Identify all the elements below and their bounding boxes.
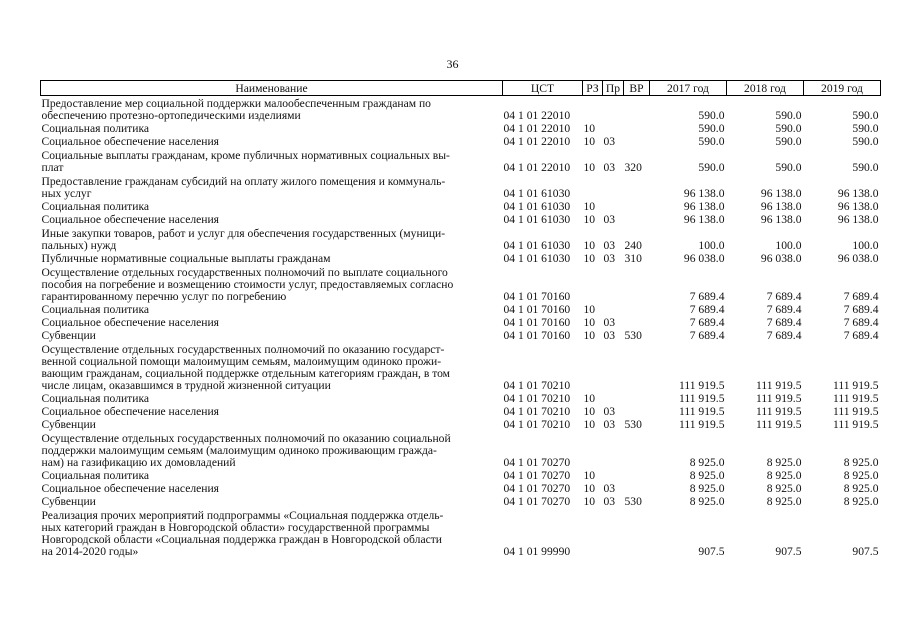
row-name-line: числе лицам, оказавшимся в трудной жизненной ситуации	[41, 379, 331, 392]
row-name	[41, 303, 503, 316]
row-rz	[583, 431, 603, 469]
row-2019: 590.0	[852, 109, 879, 122]
row-rz	[583, 508, 603, 558]
table-body	[41, 96, 881, 559]
row-2019: 111 919.5	[832, 379, 879, 392]
row-vr: 530	[624, 418, 642, 431]
table-row	[41, 431, 881, 469]
row-rz: 10	[583, 405, 596, 418]
row-name-line: пособия на погребение и возмещению стоимости услуг, предоставляемых согласно	[41, 278, 454, 291]
row-name	[41, 418, 503, 431]
row-vr	[624, 469, 650, 482]
row-rz: 10	[583, 135, 596, 148]
budget-table	[40, 80, 881, 558]
row-2019: 96 138.0	[837, 187, 879, 200]
row-name	[41, 342, 503, 392]
row-2017: 7 689.4	[689, 290, 725, 303]
table-row	[41, 226, 881, 252]
table-row	[41, 174, 881, 200]
row-pr: 03	[603, 161, 616, 174]
row-rz: 10	[583, 239, 596, 252]
row-name-line: поддержки малоимущим семьям (малоимущим одиноко проживающим гражда-	[41, 444, 437, 457]
row-2018: 590.0	[775, 122, 802, 135]
row-cst: 04 1 01 70210	[503, 379, 571, 392]
row-2017: 8 925.0	[689, 469, 725, 482]
row-cst: 04 1 01 70160	[503, 329, 571, 342]
row-pr: 03	[603, 482, 616, 495]
row-rz: 10	[583, 316, 596, 329]
row-name	[41, 508, 503, 558]
row-pr	[603, 469, 624, 482]
row-rz: 10	[583, 418, 596, 431]
row-name	[41, 469, 503, 482]
header-cst: ЦСТ	[503, 81, 583, 96]
header-2017: 2017 год	[650, 81, 727, 96]
row-name	[41, 392, 503, 405]
row-cst: 04 1 01 61030	[503, 239, 571, 252]
row-name	[41, 405, 503, 418]
row-rz	[583, 174, 603, 200]
row-2018: 8 925.0	[766, 456, 802, 469]
row-vr	[624, 482, 650, 495]
row-2018: 111 919.5	[755, 418, 802, 431]
row-name	[41, 226, 503, 252]
row-vr	[624, 392, 650, 405]
row-cst: 04 1 01 70270	[503, 495, 571, 508]
row-2018: 590.0	[775, 109, 802, 122]
row-2018: 111 919.5	[755, 405, 802, 418]
row-name-line: обеспечению протезно-ортопедическими изделиями	[41, 109, 301, 122]
page-number: 36	[446, 57, 459, 71]
row-2019: 7 689.4	[843, 290, 879, 303]
row-name-line: венной социальной помощи малоимущим семьям, малоимущим одиноко прожи-	[41, 355, 442, 368]
row-vr	[624, 135, 650, 148]
row-2019: 111 919.5	[832, 392, 879, 405]
row-vr	[624, 200, 650, 213]
row-vr: 320	[624, 161, 642, 174]
row-rz	[583, 342, 603, 392]
row-rz: 10	[583, 469, 596, 482]
row-rz: 10	[583, 392, 596, 405]
row-cst: 04 1 01 61030	[503, 213, 571, 226]
row-name-line: ных категорий граждан в Новгородской области» государственной программы	[41, 521, 430, 534]
table-row	[41, 316, 881, 329]
table-row	[41, 482, 881, 495]
row-2017: 111 919.5	[678, 418, 725, 431]
row-pr	[603, 174, 624, 200]
row-rz: 10	[583, 303, 596, 316]
row-name	[41, 200, 503, 213]
row-vr	[624, 213, 650, 226]
row-name-line: Предоставление мер социальной поддержки малообеспеченным гражданам по	[41, 97, 431, 110]
row-pr	[603, 342, 624, 392]
row-name-line: Социальное обеспечение населения	[41, 482, 220, 495]
row-cst: 04 1 01 99990	[503, 545, 571, 558]
header-name: Наименование	[41, 81, 503, 96]
table-row	[41, 303, 881, 316]
row-vr: 530	[624, 329, 642, 342]
row-name	[41, 329, 503, 342]
row-2017: 111 919.5	[678, 405, 725, 418]
row-2018: 590.0	[775, 135, 802, 148]
row-cst: 04 1 01 70270	[503, 482, 571, 495]
row-name-line: Публичные нормативные социальные выплаты гражданам	[41, 252, 331, 265]
table-row	[41, 329, 881, 342]
row-2017: 96 138.0	[683, 200, 725, 213]
row-name-line: Социальная политика	[41, 392, 150, 405]
row-cst: 04 1 01 22010	[503, 161, 571, 174]
row-2017: 7 689.4	[689, 329, 725, 342]
row-2019: 96 038.0	[837, 252, 879, 265]
row-name-line: Субвенции	[41, 495, 96, 508]
row-2018: 96 138.0	[760, 200, 802, 213]
row-2018: 111 919.5	[755, 379, 802, 392]
row-pr: 03	[603, 316, 616, 329]
row-name-line: Социальная политика	[41, 200, 150, 213]
row-2019: 8 925.0	[843, 456, 879, 469]
row-pr	[603, 508, 624, 558]
row-name-line: Реализация прочих мероприятий подпрограммы «Социальная поддержка отдель-	[41, 509, 444, 522]
row-2017: 111 919.5	[678, 392, 725, 405]
row-name-line: Субвенции	[41, 329, 96, 342]
row-name-line: Социальное обеспечение населения	[41, 316, 220, 329]
row-2018: 111 919.5	[755, 392, 802, 405]
row-vr	[624, 96, 650, 123]
row-2018: 8 925.0	[766, 495, 802, 508]
row-pr: 03	[603, 495, 616, 508]
row-cst: 04 1 01 22010	[503, 109, 571, 122]
row-cst: 04 1 01 70210	[503, 392, 571, 405]
row-2018: 7 689.4	[766, 290, 802, 303]
table-row	[41, 135, 881, 148]
row-rz: 10	[583, 200, 596, 213]
row-rz	[583, 96, 603, 123]
row-name	[41, 495, 503, 508]
row-vr	[624, 508, 650, 558]
row-2019: 590.0	[852, 161, 879, 174]
table-row	[41, 122, 881, 135]
row-name-line: Социальные выплаты гражданам, кроме публичных нормативных социальных вы-	[41, 149, 450, 162]
row-2018: 8 925.0	[766, 482, 802, 495]
row-2017: 100.0	[698, 239, 725, 252]
row-name-line: Социальная политика	[41, 469, 150, 482]
row-2019: 7 689.4	[843, 316, 879, 329]
row-name-line: Социальная политика	[41, 303, 150, 316]
row-pr: 03	[603, 329, 616, 342]
row-2019: 590.0	[852, 122, 879, 135]
row-vr	[624, 431, 650, 469]
row-pr: 03	[603, 405, 616, 418]
row-2018: 7 689.4	[766, 303, 802, 316]
row-2018: 7 689.4	[766, 316, 802, 329]
row-vr	[624, 122, 650, 135]
row-name-line: нам) на газификацию их домовладений	[41, 456, 236, 469]
row-rz: 10	[583, 161, 596, 174]
header-vr: ВР	[624, 81, 650, 96]
row-name	[41, 174, 503, 200]
row-pr	[603, 200, 624, 213]
row-pr: 03	[603, 239, 616, 252]
table-row	[41, 148, 881, 174]
row-name	[41, 431, 503, 469]
row-pr	[603, 303, 624, 316]
row-2017: 8 925.0	[689, 482, 725, 495]
row-2017: 8 925.0	[689, 495, 725, 508]
row-cst: 04 1 01 70160	[503, 290, 571, 303]
row-name-line: Предоставление гражданам субсидий на оплату жилого помещения и коммуналь-	[41, 175, 446, 188]
row-2019: 8 925.0	[843, 469, 879, 482]
row-2017: 96 138.0	[683, 187, 725, 200]
row-rz	[583, 265, 603, 303]
row-2018: 96 138.0	[760, 187, 802, 200]
header-2019: 2019 год	[804, 81, 881, 96]
row-2018: 96 038.0	[760, 252, 802, 265]
table-row	[41, 213, 881, 226]
row-pr: 03	[603, 252, 616, 265]
row-2019: 96 138.0	[837, 200, 879, 213]
row-name-line: Новгородской области «Социальная поддержка граждан в Новгородской области	[41, 533, 443, 546]
row-2017: 590.0	[698, 122, 725, 135]
table-row	[41, 495, 881, 508]
row-rz: 10	[583, 252, 596, 265]
row-2017: 590.0	[698, 135, 725, 148]
row-name-line: плат	[41, 161, 64, 174]
row-2019: 907.5	[852, 545, 879, 558]
row-pr: 03	[603, 213, 616, 226]
row-vr	[624, 265, 650, 303]
row-name-line: Социальное обеспечение населения	[41, 135, 220, 148]
row-rz: 10	[583, 482, 596, 495]
row-cst: 04 1 01 70160	[503, 303, 571, 316]
row-cst: 04 1 01 70160	[503, 316, 571, 329]
row-name	[41, 96, 503, 123]
row-name-line: гарантированному перечню услуг по погребению	[41, 290, 287, 303]
row-vr	[624, 405, 650, 418]
row-2017: 7 689.4	[689, 316, 725, 329]
row-2019: 7 689.4	[843, 303, 879, 316]
row-2017: 7 689.4	[689, 303, 725, 316]
row-2018: 96 138.0	[760, 213, 802, 226]
row-name-line: Социальное обеспечение населения	[41, 213, 220, 226]
row-2018: 100.0	[775, 239, 802, 252]
row-pr: 03	[603, 135, 616, 148]
row-name	[41, 148, 503, 174]
row-cst: 04 1 01 22010	[503, 135, 571, 148]
row-name	[41, 316, 503, 329]
row-2018: 7 689.4	[766, 329, 802, 342]
row-name-line: на 2014-2020 годы»	[41, 545, 139, 558]
row-2017: 96 038.0	[683, 252, 725, 265]
row-pr	[603, 265, 624, 303]
table-row	[41, 469, 881, 482]
table-row	[41, 96, 881, 123]
row-pr	[603, 431, 624, 469]
row-name-line: ных услуг	[41, 187, 92, 200]
row-name-line: Субвенции	[41, 418, 96, 431]
header-pr: Пр	[603, 81, 624, 96]
row-2019: 590.0	[852, 135, 879, 148]
row-name-line: Осуществление отдельных государственных полномочий по выплате социального	[41, 266, 448, 279]
row-rz: 10	[583, 122, 596, 135]
row-name	[41, 122, 503, 135]
row-pr: 03	[603, 418, 616, 431]
header-2018: 2018 год	[727, 81, 804, 96]
row-vr	[624, 303, 650, 316]
row-2019: 111 919.5	[832, 418, 879, 431]
row-vr: 310	[624, 252, 642, 265]
row-name-line: Иные закупки товаров, работ и услуг для обеспечения государственных (муници-	[41, 227, 446, 240]
table-row	[41, 252, 881, 265]
row-2018: 590.0	[775, 161, 802, 174]
row-name	[41, 265, 503, 303]
row-2017: 8 925.0	[689, 456, 725, 469]
row-rz: 10	[583, 329, 596, 342]
table-row	[41, 200, 881, 213]
row-2019: 111 919.5	[832, 405, 879, 418]
row-vr: 240	[624, 239, 642, 252]
row-pr	[603, 392, 624, 405]
row-2017: 590.0	[698, 161, 725, 174]
row-2017: 111 919.5	[678, 379, 725, 392]
header-rz: РЗ	[583, 81, 603, 96]
row-cst: 04 1 01 70210	[503, 405, 571, 418]
table-row	[41, 392, 881, 405]
row-name-line: вающим гражданам, социальной поддержке отдельным категориям граждан, в том	[41, 367, 451, 380]
row-2018: 907.5	[775, 545, 802, 558]
row-name-line: Социальная политика	[41, 122, 150, 135]
row-rz: 10	[583, 213, 596, 226]
table-row	[41, 265, 881, 303]
table-row	[41, 342, 881, 392]
row-pr	[603, 96, 624, 123]
row-name	[41, 213, 503, 226]
row-2018: 8 925.0	[766, 469, 802, 482]
row-2019: 8 925.0	[843, 495, 879, 508]
table-row	[41, 508, 881, 558]
row-name	[41, 252, 503, 265]
row-rz: 10	[583, 495, 596, 508]
row-2019: 96 138.0	[837, 213, 879, 226]
row-2019: 100.0	[852, 239, 879, 252]
table-row	[41, 405, 881, 418]
row-2017: 590.0	[698, 109, 725, 122]
row-name-line: Осуществление отдельных государственных полномочий по оказанию социальной	[41, 432, 451, 445]
row-cst: 04 1 01 61030	[503, 200, 571, 213]
row-name	[41, 135, 503, 148]
row-vr	[624, 342, 650, 392]
row-name-line: пальных) нужд	[41, 239, 117, 252]
row-name-line: Осуществление отдельных государственных полномочий по оказанию государст-	[41, 343, 445, 356]
row-2017: 96 138.0	[683, 213, 725, 226]
row-vr	[624, 174, 650, 200]
row-vr: 530	[624, 495, 642, 508]
row-cst: 04 1 01 61030	[503, 252, 571, 265]
row-name	[41, 482, 503, 495]
row-name-line: Социальное обеспечение населения	[41, 405, 220, 418]
row-2017: 907.5	[698, 545, 725, 558]
table-header-row	[41, 81, 881, 96]
table-row	[41, 418, 881, 431]
row-2019: 8 925.0	[843, 482, 879, 495]
row-cst: 04 1 01 70270	[503, 469, 571, 482]
row-cst: 04 1 01 70210	[503, 418, 571, 431]
row-cst: 04 1 01 22010	[503, 122, 571, 135]
row-2019: 7 689.4	[843, 329, 879, 342]
row-vr	[624, 316, 650, 329]
row-cst: 04 1 01 70270	[503, 456, 571, 469]
row-cst: 04 1 01 61030	[503, 187, 571, 200]
row-pr	[603, 122, 624, 135]
